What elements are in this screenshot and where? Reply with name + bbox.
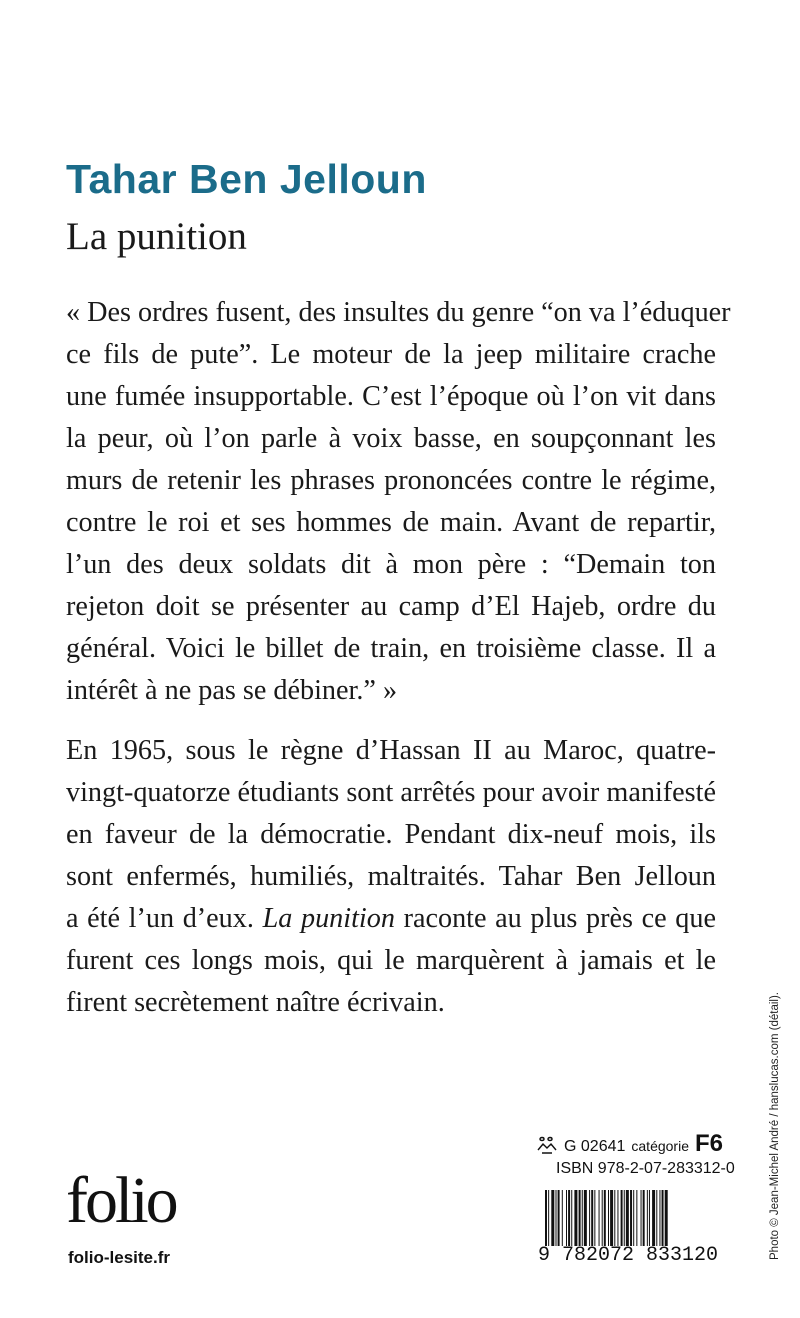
quote-line: intérêt à ne pas se débiner.” » — [66, 675, 398, 706]
summary-line — [66, 898, 716, 940]
quote-line: contre le roi et ses hommes de main. Avant de repartir, — [66, 507, 716, 538]
quote-line: général. Voici le billet de train, en troisième classe. Il a — [66, 633, 716, 664]
reference-code: G 02641 — [564, 1138, 626, 1155]
catalog-code — [536, 1130, 723, 1158]
summary-line: en faveur de la démocratie. Pendant dix-neuf mois, ils — [66, 819, 716, 850]
folio-gallimard-icon — [536, 1136, 558, 1154]
quote-line: la peur, où l’on parle à voix basse, en soupçonnant les — [66, 423, 716, 454]
quote-line: « Des ordres fusent, des insultes du genre “on va l’éduquer — [66, 297, 731, 328]
summary-line: En 1965, sous le règne d’Hassan II au Maroc, quatre- — [66, 735, 716, 766]
quote-line: l’un des deux soldats dit à mon père : “Demain ton — [66, 549, 716, 580]
quote-excerpt — [66, 292, 731, 712]
summary-line: furent ces longs mois, qui le marquèrent à jamais et le — [66, 945, 716, 976]
summary-line: firent secrètement naître écrivain. — [66, 987, 445, 1018]
isbn-number: ISBN 978-2-07-283312-0 — [556, 1160, 735, 1177]
summary-text: raconte au plus près ce que — [394, 903, 716, 934]
book-title: La punition — [66, 215, 247, 258]
publisher-website: folio-lesite.fr — [68, 1248, 171, 1267]
author-name: Tahar Ben Jelloun — [66, 156, 427, 202]
quote-line: rejeton doit se présenter au camp d’El Hajeb, ordre du — [66, 591, 716, 622]
quote-line: une fumée insupportable. C’est l’époque où l’on vit dans — [66, 381, 716, 412]
book-summary — [66, 730, 716, 1024]
category-label: catégorie — [631, 1138, 689, 1154]
quote-line: ce fils de pute”. Le moteur de la jeep militaire crache — [66, 339, 716, 370]
summary-text: a été l’un d’eux. — [66, 903, 263, 934]
summary-title-italic: La punition — [262, 903, 395, 934]
quote-line: murs de retenir les phrases prononcées contre le régime, — [66, 465, 716, 496]
photo-credit: Photo © Jean-Michel André / hanslucas.com (détail). — [769, 992, 781, 1260]
barcode-digits: 9 782072 833120 — [538, 1244, 719, 1267]
folio-logo: folio — [66, 1164, 176, 1237]
category-value: F6 — [694, 1130, 723, 1157]
summary-line: vingt-quatorze étudiants sont arrêtés pour avoir manifesté — [66, 777, 716, 808]
summary-line: sont enfermés, humiliés, maltraités. Tahar Ben Jelloun — [66, 861, 716, 892]
